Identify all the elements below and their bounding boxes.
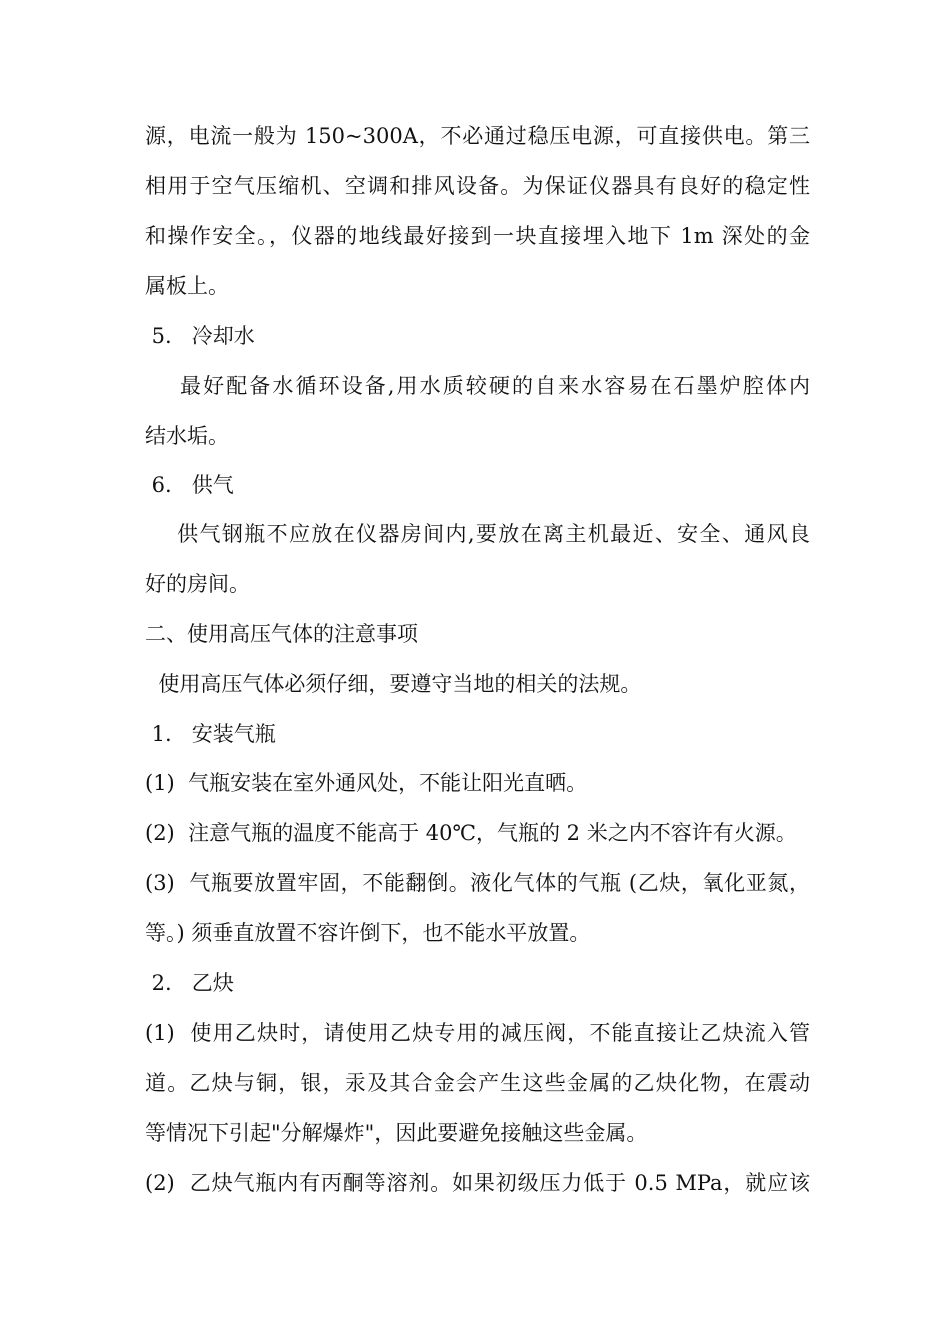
paragraph-line: 属板上。: [145, 274, 229, 298]
paragraph-line: 等情况下引起"分解爆炸"，因此要避免接触这些金属。: [145, 1121, 648, 1145]
section-heading: 1. 安装气瓶: [145, 722, 276, 746]
paragraph-line: 源，电流一般为 150~300A，不必通过稳压电源，可直接供电。第三: [145, 124, 810, 148]
paragraph-line: 结水垢。: [145, 424, 229, 448]
paragraph-line: 和操作安全。，仪器的地线最好接到一块直接埋入地下 1m 深处的金: [145, 224, 810, 248]
chapter-heading: 二、使用高压气体的注意事项: [145, 622, 418, 646]
paragraph-line: 相用于空气压缩机、空调和排风设备。为保证仪器具有良好的稳定性: [145, 174, 810, 198]
paragraph-line: 使用高压气体必须仔细，要遵守当地的相关的法规。: [145, 672, 642, 696]
list-item: (2) 乙炔气瓶内有丙酮等溶剂。如果初级压力低于 0.5 MPa，就应该: [145, 1171, 810, 1195]
section-heading: 5. 冷却水: [145, 324, 255, 348]
paragraph-line: 等。) 须垂直放置不容许倒下，也不能水平放置。: [145, 921, 591, 945]
section-heading: 2. 乙炔: [145, 971, 234, 995]
list-item: (1) 气瓶安装在室外通风处，不能让阳光直晒。: [145, 771, 588, 795]
section-heading: 6. 供气: [145, 473, 234, 497]
paragraph-line: 供气钢瓶不应放在仪器房间内,要放在离主机最近、安全、通风良: [145, 522, 810, 546]
list-item: (1) 使用乙炔时，请使用乙炔专用的减压阀，不能直接让乙炔流入管: [145, 1021, 810, 1045]
paragraph-line: 好的房间。: [145, 572, 250, 596]
list-item: (3) 气瓶要放置牢固，不能翻倒。液化气体的气瓶 (乙炔，氧化亚氮，: [145, 871, 810, 895]
paragraph-line: 道。乙炔与铜，银，汞及其合金会产生这些金属的乙炔化物，在震动: [145, 1071, 810, 1095]
paragraph-line: 最好配备水循环设备,用水质较硬的自来水容易在石墨炉腔体内: [145, 374, 810, 398]
list-item: (2) 注意气瓶的温度不能高于 40℃，气瓶的 2 米之内不容许有火源。: [145, 821, 797, 845]
